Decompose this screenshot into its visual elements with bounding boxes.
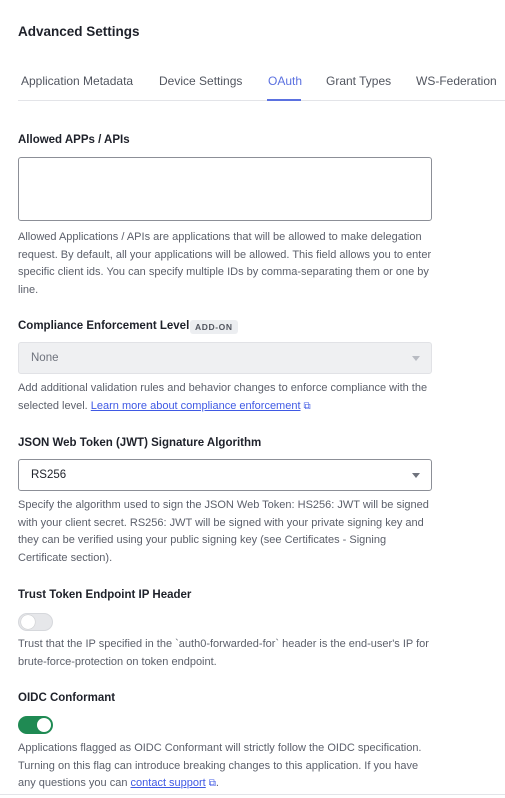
oidc-conformant-help [18,740,438,793]
add-on-badge: ADD-ON [190,320,238,334]
oidc-help-text: Applications flagged as OIDC Conformant will strictly follow the OIDC specification. Turning on this flag can introduce breaking changes to this application. If you have any questions you can [18,742,422,790]
tab-grant-types[interactable]: Grant Types [326,74,392,88]
compliance-learn-more-link-text: Learn more about compliance enforcement [90,399,301,412]
allowed-apps-input[interactable] [18,157,432,221]
external-link-icon[interactable]: ⧉ [208,778,216,790]
compliance-learn-more-link[interactable] [91,400,301,412]
chevron-down-icon [412,356,420,361]
tab-device-settings[interactable]: Device Settings [159,74,243,88]
compliance-label: Compliance Enforcement Level [18,320,190,332]
page-title: Advanced Settings [18,24,140,39]
trust-token-toggle[interactable] [18,613,53,631]
compliance-selected-value: None [31,352,59,364]
toggle-knob [21,615,35,629]
oidc-conformant-label: OIDC Conformant [18,692,116,704]
oidc-conformant-toggle[interactable] [18,716,53,734]
active-tab-indicator [267,99,301,101]
compliance-help [18,380,438,415]
external-link-icon[interactable]: ⧉ [303,400,311,412]
contact-support-link-text: contact support [130,777,206,790]
trust-token-help: Trust that the IP specified in the `auth0-forwarded-for` header is the end-user's IP for brute-force-protection on token endpoint. [18,638,429,668]
tab-oauth[interactable]: OAuth [268,74,303,88]
tab-ws-federation[interactable]: WS-Federation [416,74,497,88]
compliance-help-text: Add additional validation rules and behavior changes to enforce compliance with the selected level. [18,382,428,412]
section-divider [0,794,505,795]
jwt-algorithm-label: JSON Web Token (JWT) Signature Algorithm [18,437,262,449]
trust-token-label: Trust Token Endpoint IP Header [18,589,192,601]
tab-divider [18,100,505,101]
toggle-knob [37,718,51,732]
jwt-algorithm-selected-value: RS256 [31,469,67,481]
tab-application-metadata[interactable]: Application Metadata [21,74,134,88]
contact-support-link[interactable] [131,777,206,789]
compliance-select [18,342,432,374]
tab-bar [18,66,505,101]
allowed-apps-label: Allowed APPs / APIs [18,134,130,146]
allowed-apps-help: Allowed Applications / APIs are applications that will be allowed to make delegation request. By default, all your applications will be allowed. This field allows you to enter specific client ids. You can specify multiple IDs by comma-separating them or one by line. [18,231,432,296]
chevron-down-icon [412,473,420,478]
jwt-algorithm-select[interactable] [18,459,432,491]
jwt-algorithm-help: Specify the algorithm used to sign the JSON Web Token: HS256: JWT will be signed with your client secret. RS256: JWT will be signed with your private signing key and they can be verified using your public signing key (see Certificates - Signing Certificate section). [18,499,429,564]
oidc-help-suffix: . [215,777,219,790]
